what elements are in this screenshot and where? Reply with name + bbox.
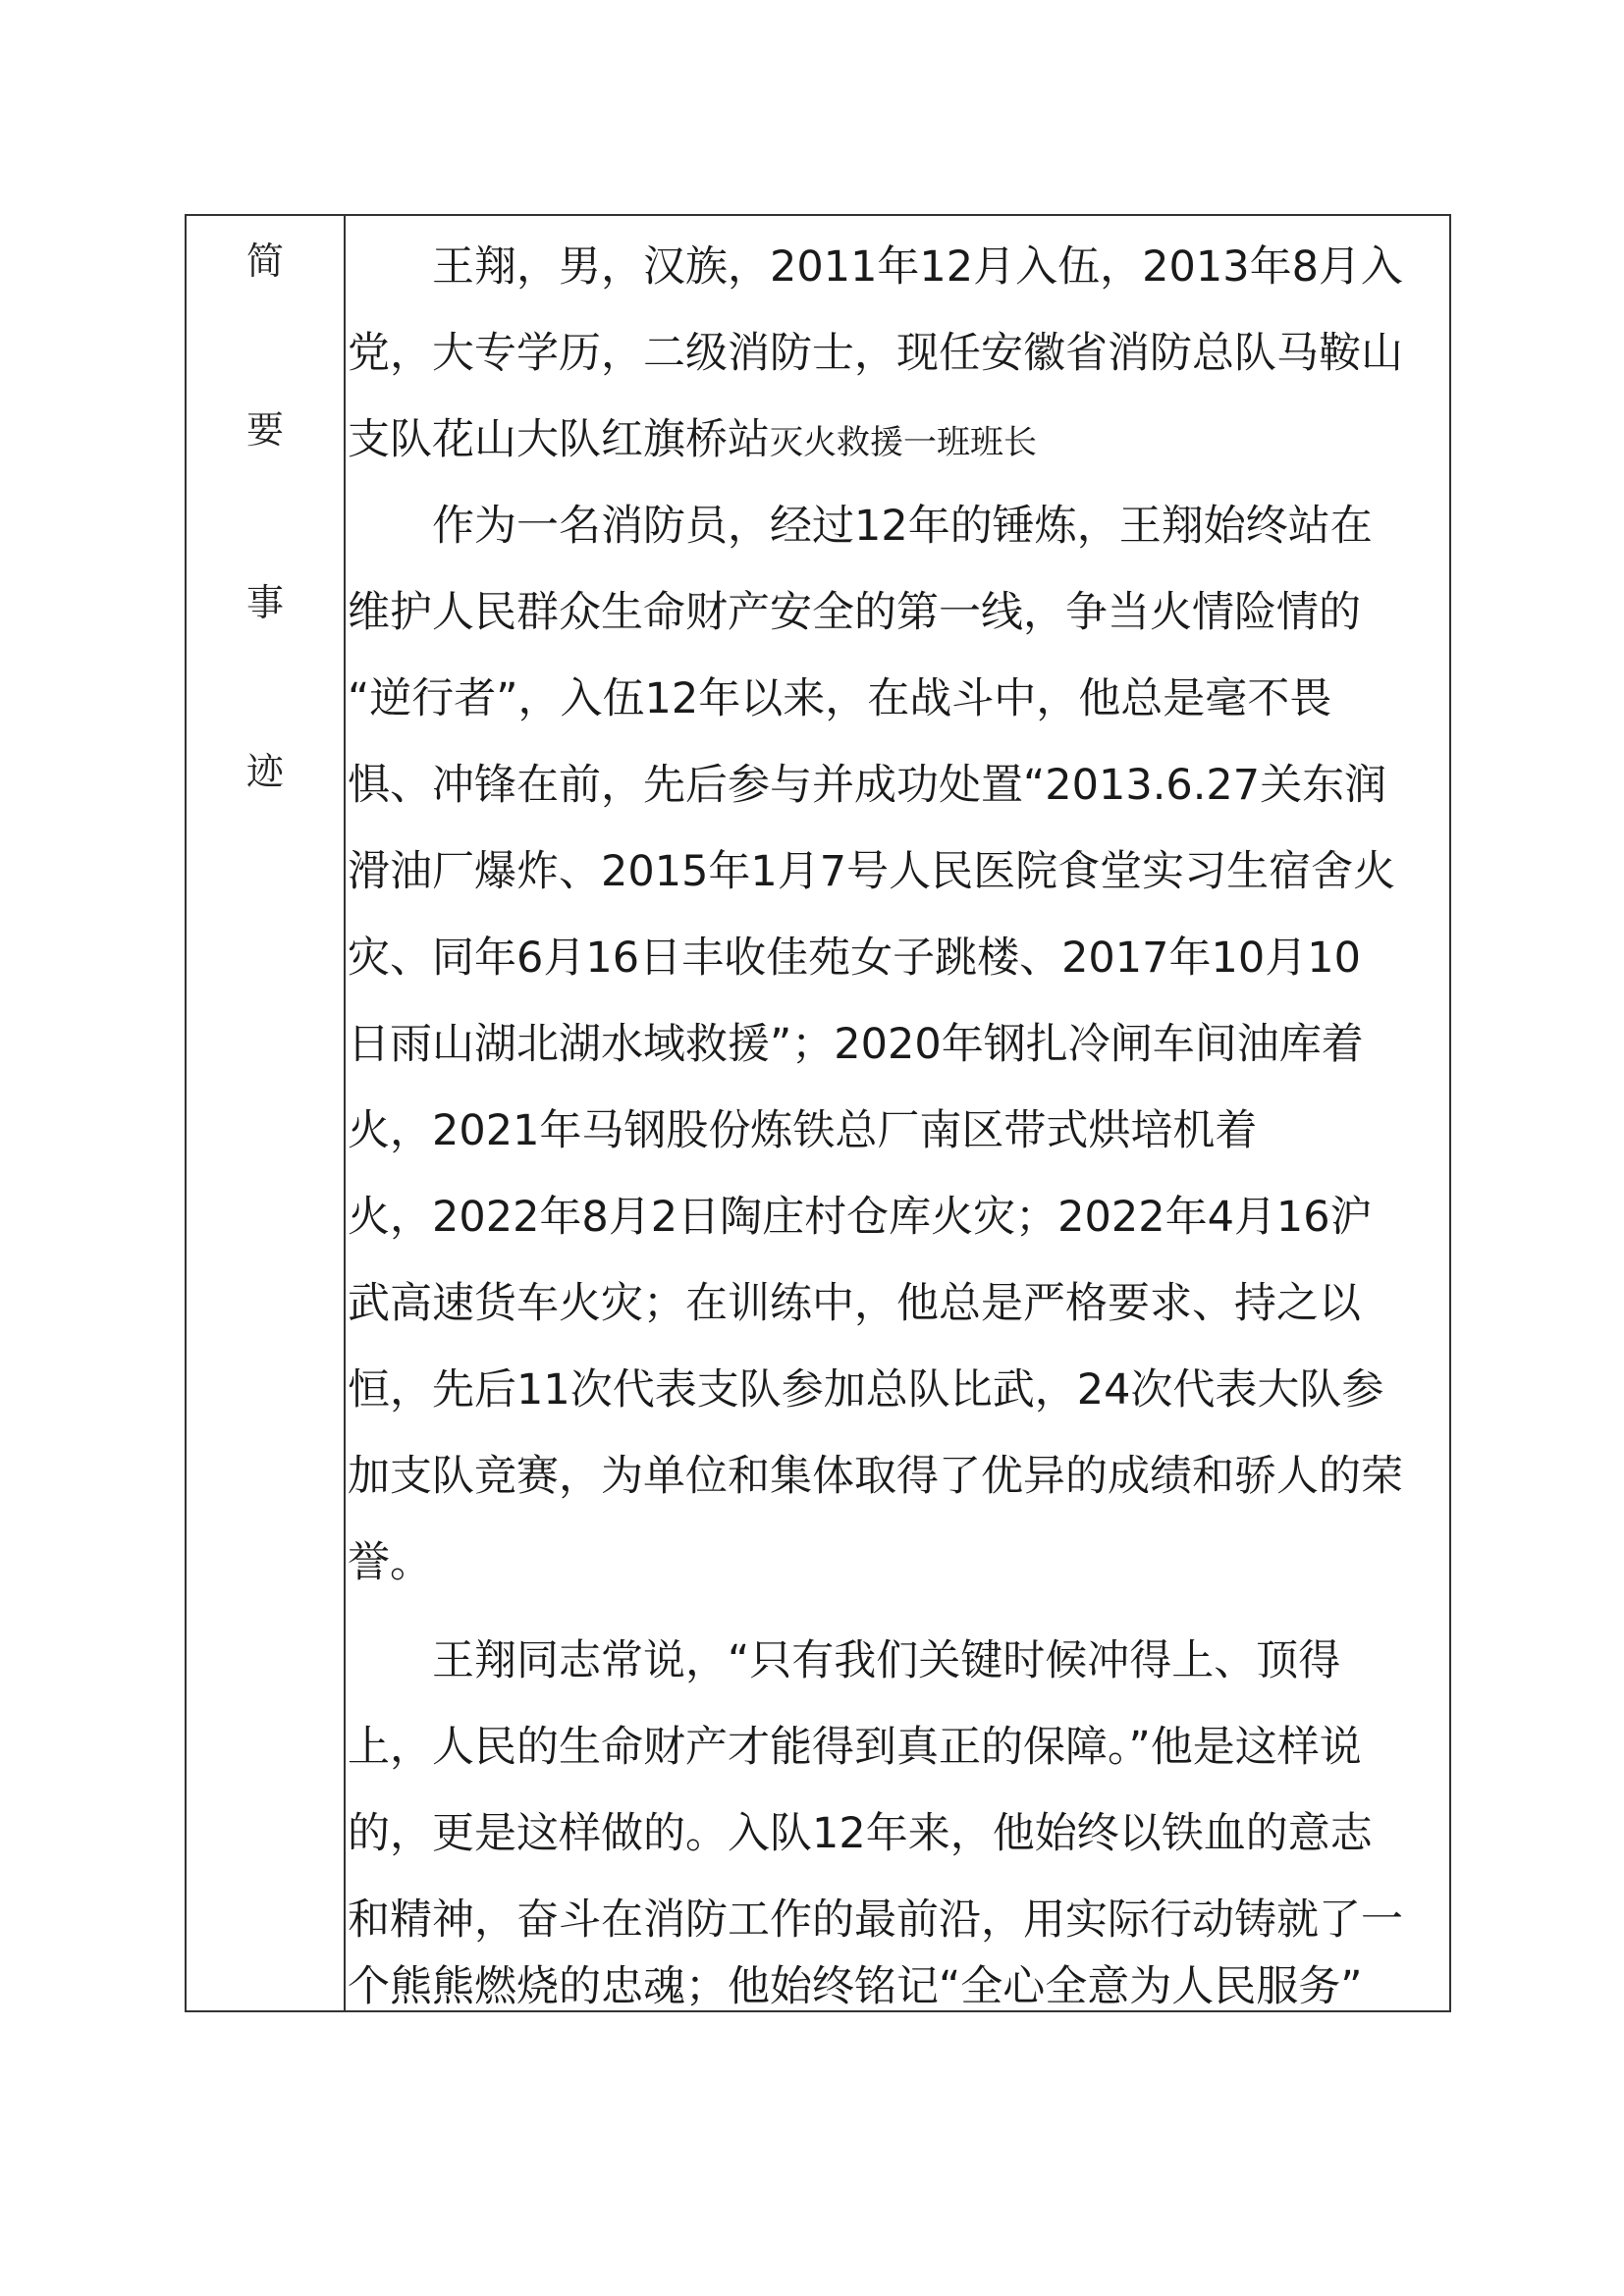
p2-line-4: 惧、冲锋在前，先后参与并成功处置“2013.6.27关东润 bbox=[348, 761, 1387, 810]
p2-line-3: “逆行者”，入伍12年以来，在战斗中，他总是毫不畏 bbox=[348, 674, 1332, 723]
p2-line-8: 火，2021年马钢股份炼铁总厂南区带式烘培机着 bbox=[348, 1106, 1258, 1155]
p3-line-3: 的，更是这样做的。入队12年来，他始终以铁血的意志 bbox=[348, 1809, 1373, 1858]
label-char-yao: 要 bbox=[245, 408, 284, 452]
p1-line-3-main: 支队花山大队红旗桥站 bbox=[348, 415, 770, 464]
p3-line-1: 王翔同志常说，“只有我们关键时候冲得上、顶得 bbox=[432, 1636, 1341, 1685]
p2-line-6: 灾、同年6月16日丰收佳苑女子跳楼、2017年10月10 bbox=[348, 934, 1361, 983]
p2-line-11: 恒，先后11次代表支队参加总队比武，24次代表大队参 bbox=[348, 1365, 1384, 1415]
p2-line-10: 武高速货车火灾；在训练中，他总是严格要求、持之以 bbox=[348, 1279, 1361, 1328]
label-char-shi: 事 bbox=[245, 581, 284, 624]
p3-line-4: 和精神，奋斗在消防工作的最前沿，用实际行动铸就了一 bbox=[348, 1896, 1403, 1945]
p2-line-13: 誉。 bbox=[348, 1538, 432, 1587]
p3-line-5: 个熊熊燃烧的忠魂；他始终铭记“全心全意为人民服务” bbox=[348, 1962, 1363, 2010]
content-column bbox=[346, 216, 1451, 2010]
p2-line-9: 火，2022年8月2日陶庄村仓库火灾；2022年4月16沪 bbox=[348, 1193, 1373, 1242]
p1-line-3 bbox=[348, 410, 1449, 472]
record-table bbox=[185, 214, 1451, 2012]
label-char-jian: 简 bbox=[245, 240, 284, 283]
p2-line-2: 维护人民群众生命财产安全的第一线，争当火情险情的 bbox=[348, 588, 1361, 637]
p2-line-7: 日雨山湖北湖水域救援”；2020年钢扎冷闸车间油库着 bbox=[348, 1020, 1364, 1069]
p2-line-12: 加支队竞赛，为单位和集体取得了优异的成绩和骄人的荣 bbox=[348, 1452, 1403, 1501]
p1-line-3-tail: 灭火救援一班班长 bbox=[770, 423, 1037, 462]
label-column bbox=[187, 216, 346, 2010]
p2-line-1: 作为一名消防员，经过12年的锤炼，王翔始终站在 bbox=[432, 502, 1373, 551]
p1-line-1: 王翔，男，汉族，2011年12月入伍，2013年8月入 bbox=[432, 242, 1403, 292]
p2-line-5: 滑油厂爆炸、2015年1月7号人民医院食堂实习生宿舍火 bbox=[348, 847, 1396, 896]
p1-line-2: 党，大专学历，二级消防士，现任安徽省消防总队马鞍山 bbox=[348, 329, 1403, 378]
p3-line-2: 上，人民的生命财产才能得到真正的保障。”他是这样说 bbox=[348, 1723, 1362, 1772]
label-char-ji: 迹 bbox=[245, 750, 284, 793]
